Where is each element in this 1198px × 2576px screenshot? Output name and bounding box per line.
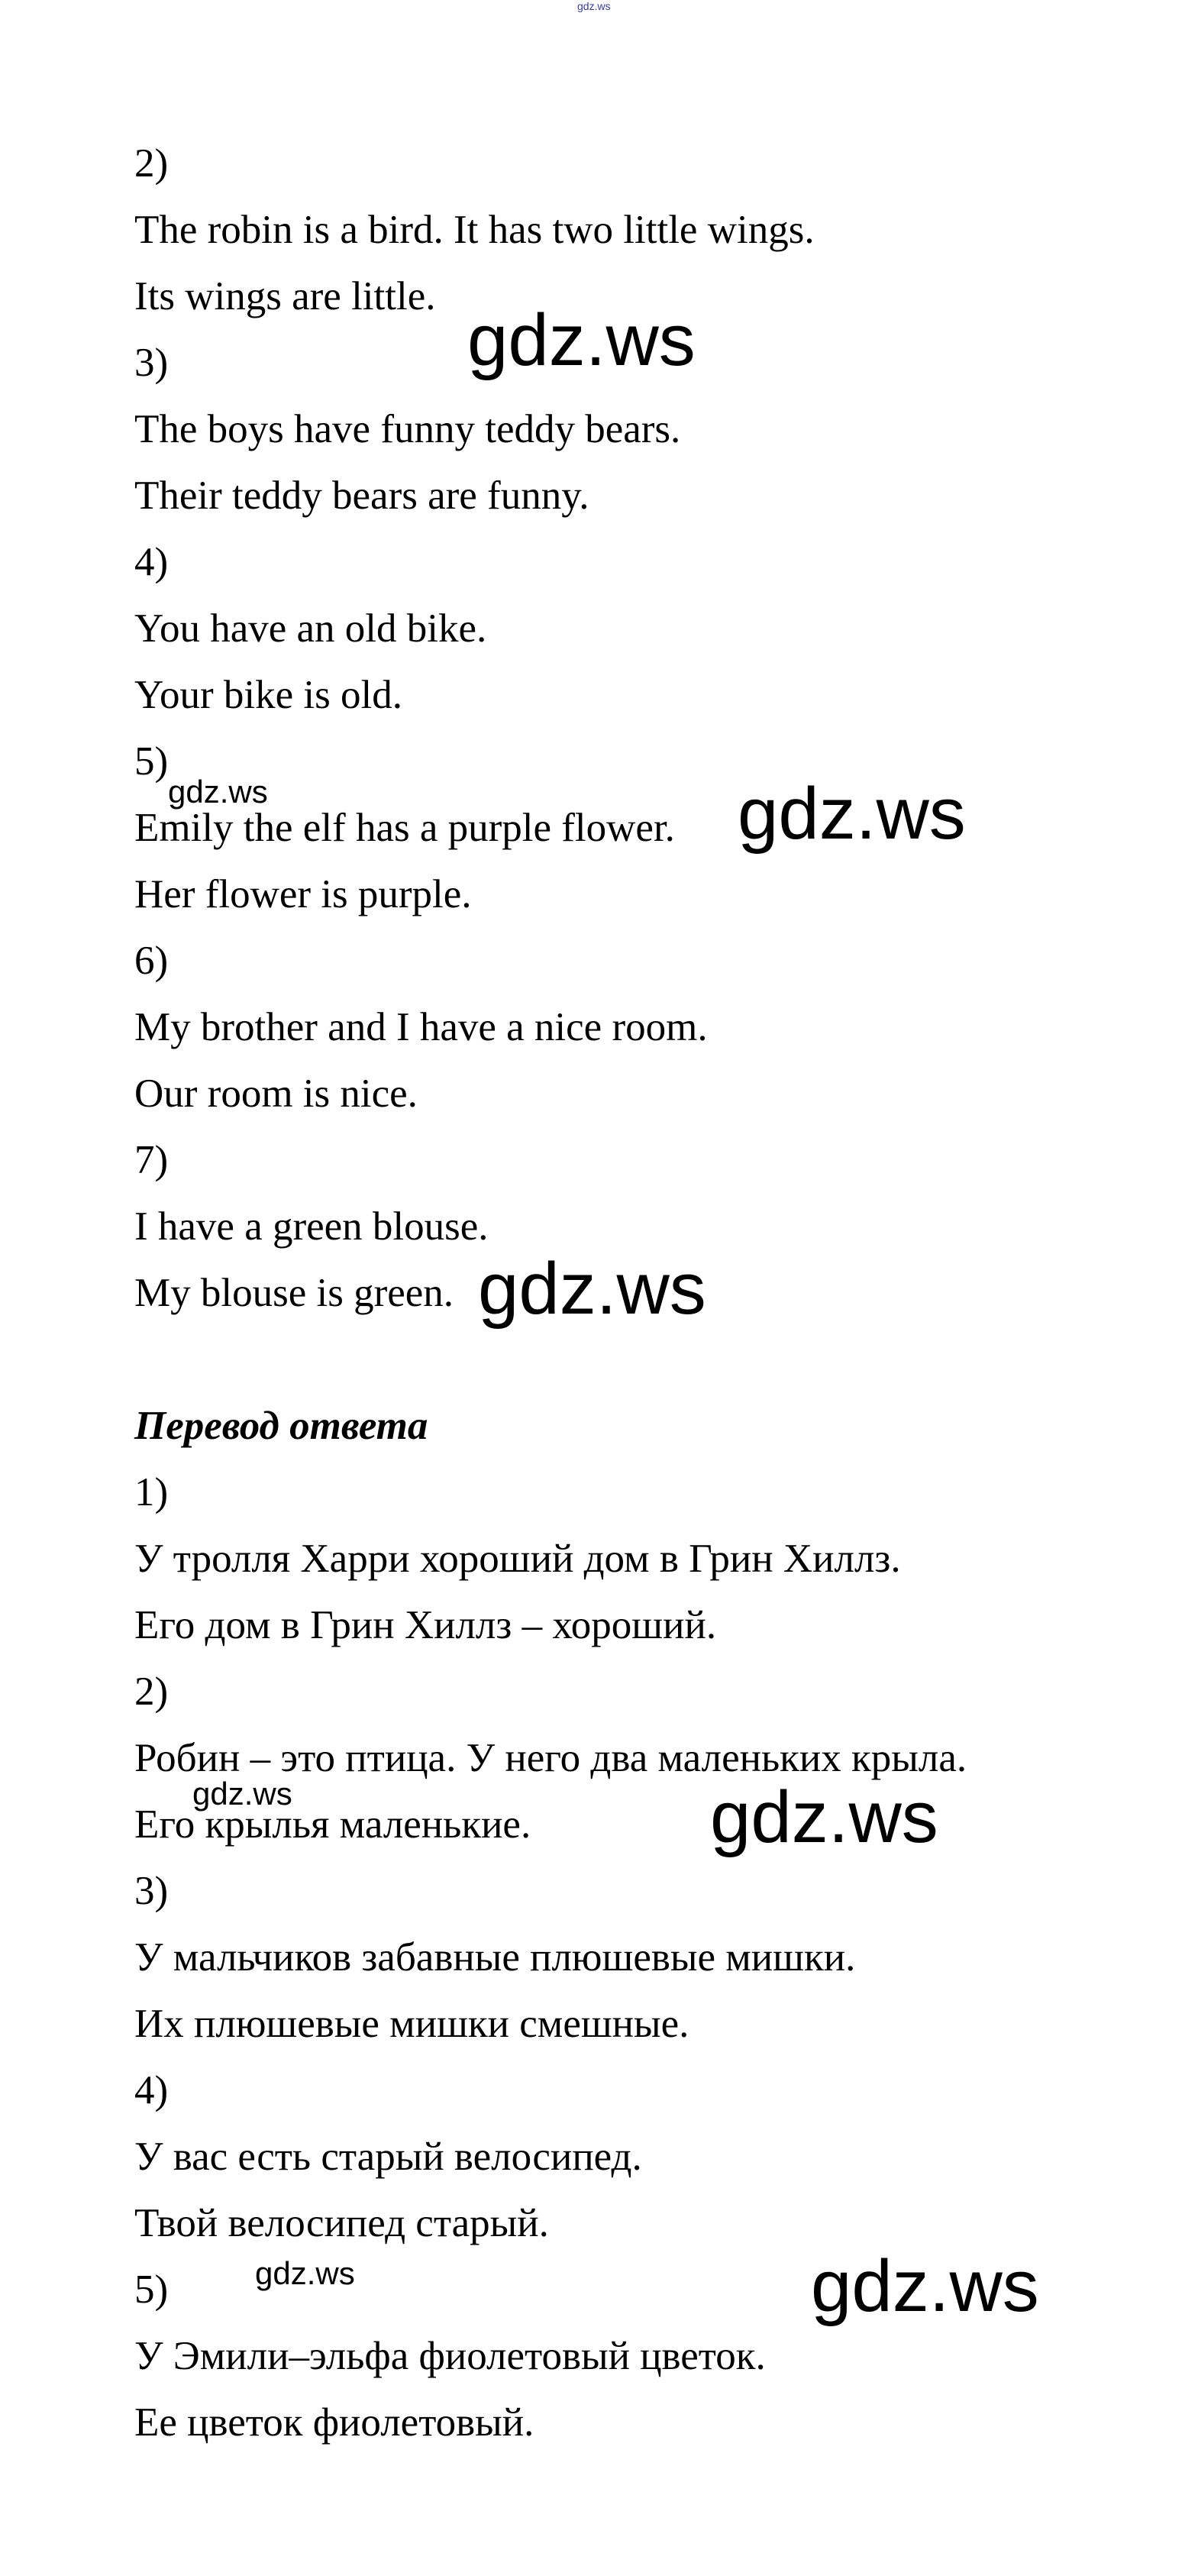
sentence: The robin is a bird. It has two little wings. [134, 208, 815, 252]
watermark: gdz.ws [738, 773, 966, 855]
sentence: Her flower is purple. [134, 872, 472, 916]
item-number: 1) [134, 1470, 169, 1514]
watermark: gdz.ws [811, 2245, 1039, 2327]
sentence: Его крылья маленькие. [134, 1802, 531, 1847]
watermark: gdz.ws [192, 1776, 292, 1812]
sentence: Ее цветок фиолетовый. [134, 2400, 534, 2445]
item-number: 7) [134, 1138, 169, 1182]
watermark: gdz.ws [710, 1776, 938, 1858]
sentence: Его дом в Грин Хиллз – хороший. [134, 1603, 717, 1647]
watermark: gdz.ws [478, 1248, 706, 1330]
section-heading: Перевод ответа [134, 1404, 428, 1448]
watermark: gdz.ws [168, 774, 268, 810]
sentence: I have a green blouse. [134, 1204, 489, 1249]
watermark: gdz.ws [467, 299, 696, 381]
item-number: 6) [134, 939, 169, 983]
item-number: 4) [134, 540, 169, 584]
sentence: My brother and I have a nice room. [134, 1005, 708, 1049]
sentence: Your bike is old. [134, 673, 402, 717]
sentence: Emily the elf has a purple flower. [134, 806, 675, 850]
item-number: 5) [134, 739, 169, 784]
sentence: У тролля Харри хороший дом в Грин Хиллз. [134, 1537, 901, 1581]
item-number: 3) [134, 1869, 169, 1913]
sentence: You have an old bike. [134, 606, 487, 651]
item-number: 2) [134, 1669, 169, 1714]
watermark: gdz.ws [255, 2255, 355, 2291]
header-watermark: gdz.ws [577, 0, 611, 12]
sentence: Our room is nice. [134, 1071, 418, 1116]
sentence: Робин – это птица. У него два маленьких крыла. [134, 1736, 967, 1780]
sentence: У мальчиков забавные плюшевые мишки. [134, 1935, 856, 1980]
sentence: У Эмили–эльфа фиолетовый цветок. [134, 2334, 766, 2378]
sentence: Its wings are little. [134, 274, 436, 318]
item-number: 2) [134, 141, 169, 186]
sentence: Их плюшевые мишки смешные. [134, 2002, 689, 2046]
item-number: 3) [134, 341, 169, 385]
sentence: My blouse is green. [134, 1271, 454, 1315]
sentence: У вас есть старый велосипед. [134, 2135, 642, 2179]
item-number: 5) [134, 2267, 169, 2312]
sentence: Their teddy bears are funny. [134, 474, 589, 518]
item-number: 4) [134, 2068, 169, 2112]
sentence: Твой велосипед старый. [134, 2201, 549, 2245]
sentence: The boys have funny teddy bears. [134, 407, 681, 451]
